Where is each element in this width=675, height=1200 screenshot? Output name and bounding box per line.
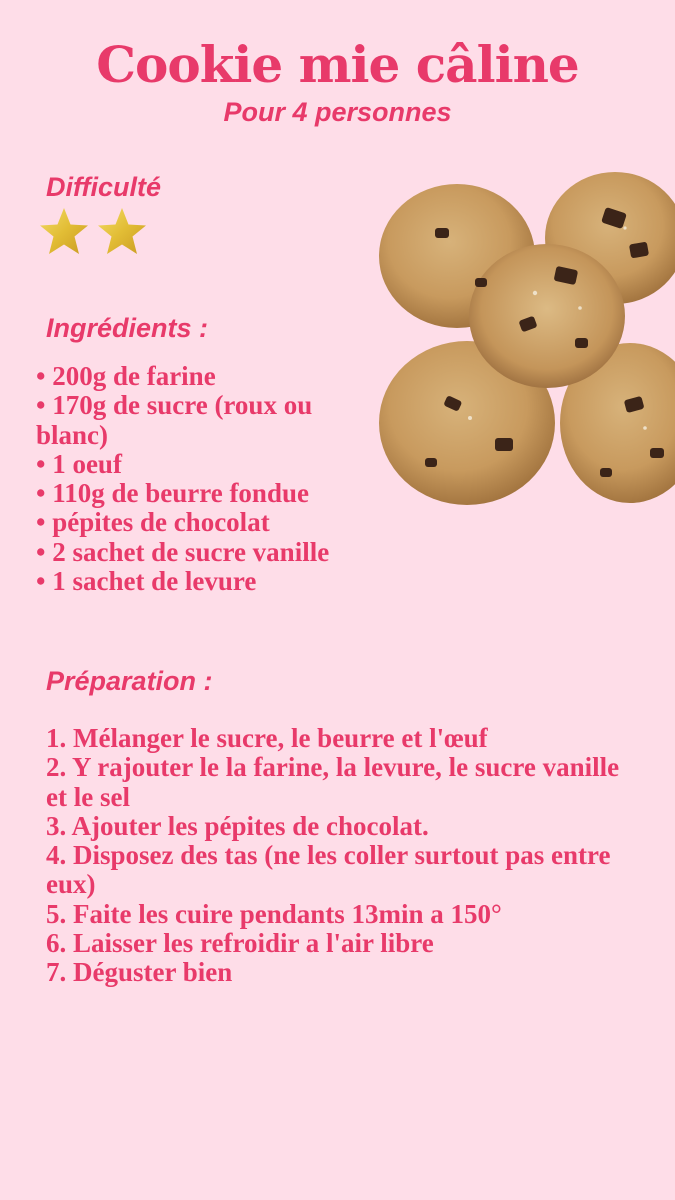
recipe-title: Cookie mie câline (96, 35, 579, 94)
ingredient-item: • 2 sachet de sucre vanille (36, 536, 330, 567)
ingredient-item: • 110g de beurre fondue (36, 478, 309, 509)
ingredient-item: • 1 sachet de levure (36, 566, 257, 597)
ingredient-item: • pépites de chocolat (36, 507, 270, 538)
step-item: 4. Disposez des tas (ne les coller surtout pas entre eux) (46, 840, 611, 900)
step-item: 6. Laisser les refroidir a l'air libre (46, 928, 434, 959)
step-item: 1. Mélanger le sucre, le beurre et l'œuf (46, 723, 488, 753)
ingredient-item: • 1 oeuf (36, 448, 122, 479)
cookies-photo (375, 168, 675, 508)
star-icon (37, 205, 91, 259)
recipe-subtitle: Pour 4 personnes (223, 97, 452, 127)
preparation-heading: Préparation : (46, 666, 213, 696)
ingredients-list (36, 362, 381, 596)
ingredient-item: • 170g de sucre (roux ou blanc) (36, 390, 313, 450)
step-item: 2. Y rajouter le la farine, la levure, le sucre vanille et le sel (46, 752, 620, 812)
preparation-steps (46, 724, 646, 988)
star-icon (95, 205, 149, 259)
step-item: 3. Ajouter les pépites de chocolat. (46, 810, 429, 841)
ingredients-heading: Ingrédients : (46, 313, 209, 343)
step-item: 7. Déguster bien (46, 957, 233, 988)
difficulty-rating (37, 205, 149, 259)
difficulty-heading: Difficulté (46, 172, 162, 202)
ingredient-item: • 200g de farine (36, 361, 216, 391)
step-item: 5. Faite les cuire pendants 13min a 150° (46, 898, 502, 929)
